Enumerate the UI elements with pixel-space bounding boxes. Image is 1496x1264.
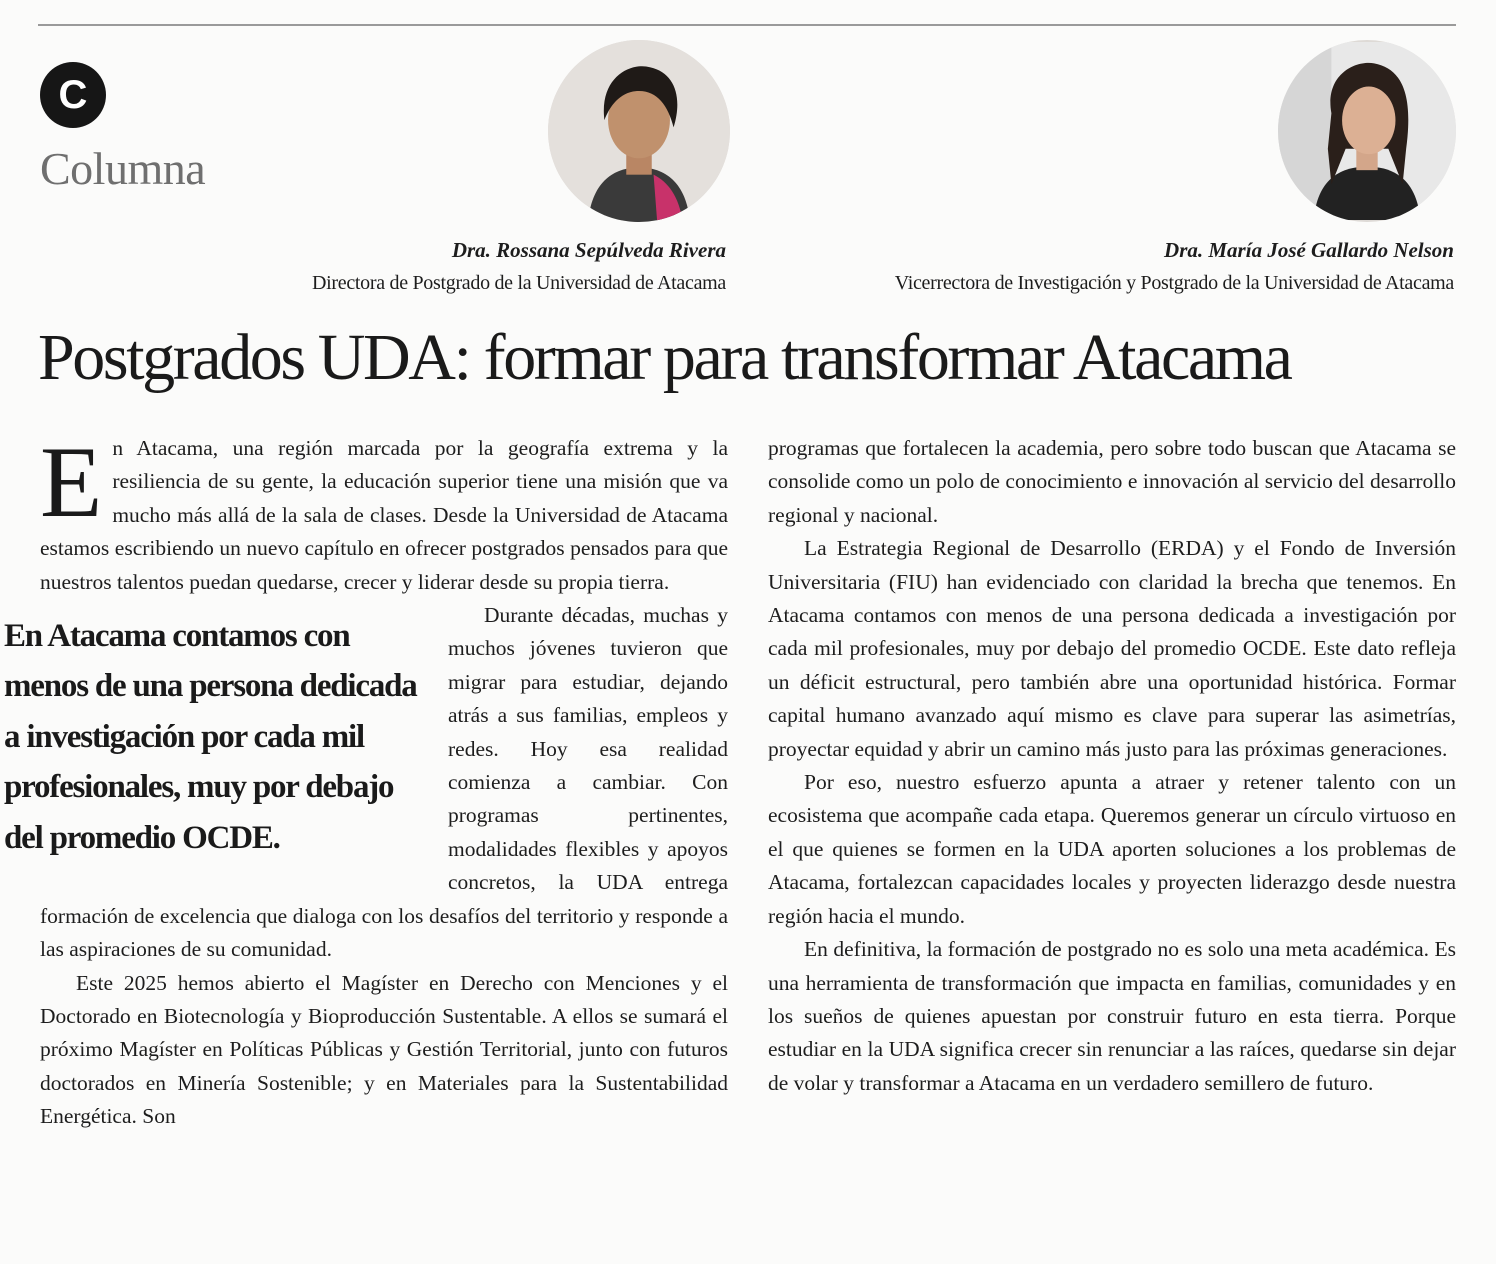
author-name-1: Dra. Rossana Sepúlveda Rivera [451,238,726,262]
article-paragraph: En Atacama contamos con menos de una persona dedicada a investigación por cada mil profesionales, muy por debajo del promedio OCDE. Durante décadas, muchas y muchos jóvenes tuvieron que migrar para estudiar, dejando atrás a sus familias, empleos y redes. Hoy esa realidad comienza a cambiar. Con programas pertinentes, modalidades flexibles y apoyos concretos, la UDA entrega formación de excelencia que dialoga con los desafíos del territorio y responde a las aspiraciones de su comunidad. [4,603,728,962]
top-rule [38,24,1456,26]
author-role-1: Directora de Postgrado de la Universidad de Atacama [312,272,726,294]
article-column-1 [4,426,728,1134]
article-paragraph: programas que fortalecen la academia, pero sobre todo buscan que Atacama se consolide como un polo de conocimiento e innovación al servicio del desarrollo regional y nacional. [768,436,1456,527]
drop-cap: E [40,426,103,539]
author-photo-2 [1278,40,1456,222]
article-paragraph: Por eso, nuestro esfuerzo apunta a atraer y retener talento con un ecosistema que acompañe cada etapa. Queremos generar un círculo virtuoso en el que quienes se formen en la UDA aporten soluciones a los problemas de Atacama, fortalezcan capacidades locales y proyecten liderazgo desde nuestra región hacia el mundo. [768,770,1456,928]
author-portrait-1-icon [548,40,730,222]
article-paragraph: Este 2025 hemos abierto el Magíster en Derecho con Menciones y el Doctorado en Biotecnología y Bioproducción Sustentable. A ellos se sumará el próximo Magíster en Políticas Públicas y Gestión Territorial, junto con futuros doctorados en Minería Sostenible; y en Materiales para la Sustentabilidad Energética. Son [40,970,728,1129]
pull-quote: En Atacama contamos con menos de una persona dedicada a investigación por cada mil profesionales, muy por debajo del promedio OCDE. [4,618,417,856]
column-logo-icon: C [40,62,106,128]
article-paragraph: La Estrategia Regional de Desarrollo (ERDA) y el Fondo de Inversión Universitaria (FIU) han evidenciado con claridad la brecha que tenemos. En Atacama contamos con menos de una persona dedicada a investigación por cada mil profesionales, muy por debajo del promedio OCDE. Este dato refleja un déficit estructural, pero también abre una oportunidad histórica. Formar capital humano avanzado aquí mismo es clave para superar las asimetrías, proyectar equidad y abrir un camino más justo para las próximas generaciones. [768,536,1456,761]
author-role-2: Vicerrectora de Investigación y Postgrado de la Universidad de Atacama [894,272,1454,294]
author-name-2: Dra. María José Gallardo Nelson [1164,238,1454,262]
article-paragraph: En definitiva, la formación de postgrado no es solo una meta académica. Es una herramienta de transformación que impacta en familias, comunidades y en los sueños de quienes apuestan por construir futuro en esta tierra. Porque estudiar en la UDA significa crecer sin renunciar a las raíces, quedarse sin dejar de volar y transformar a Atacama en un verdadero semillero de futuro. [768,937,1456,1095]
article-headline: Postgrados UDA: formar para transformar Atacama [38,321,1291,394]
section-label: Columna [40,143,206,194]
author-photo-1 [548,40,730,222]
author-portrait-2-icon [1278,40,1456,222]
article-column-2 [768,432,1456,1100]
article-paragraph: En Atacama, una región marcada por la geografía extrema y la resiliencia de su gente, la educación superior tiene una misión que va mucho más allá de la sala de clases. Desde la Universidad de Atacama estamos escribiendo un nuevo capítulo en ofrecer postgrados pensados para que nuestros talentos puedan quedarse, crecer y liderar desde su propia tierra. [40,426,728,594]
